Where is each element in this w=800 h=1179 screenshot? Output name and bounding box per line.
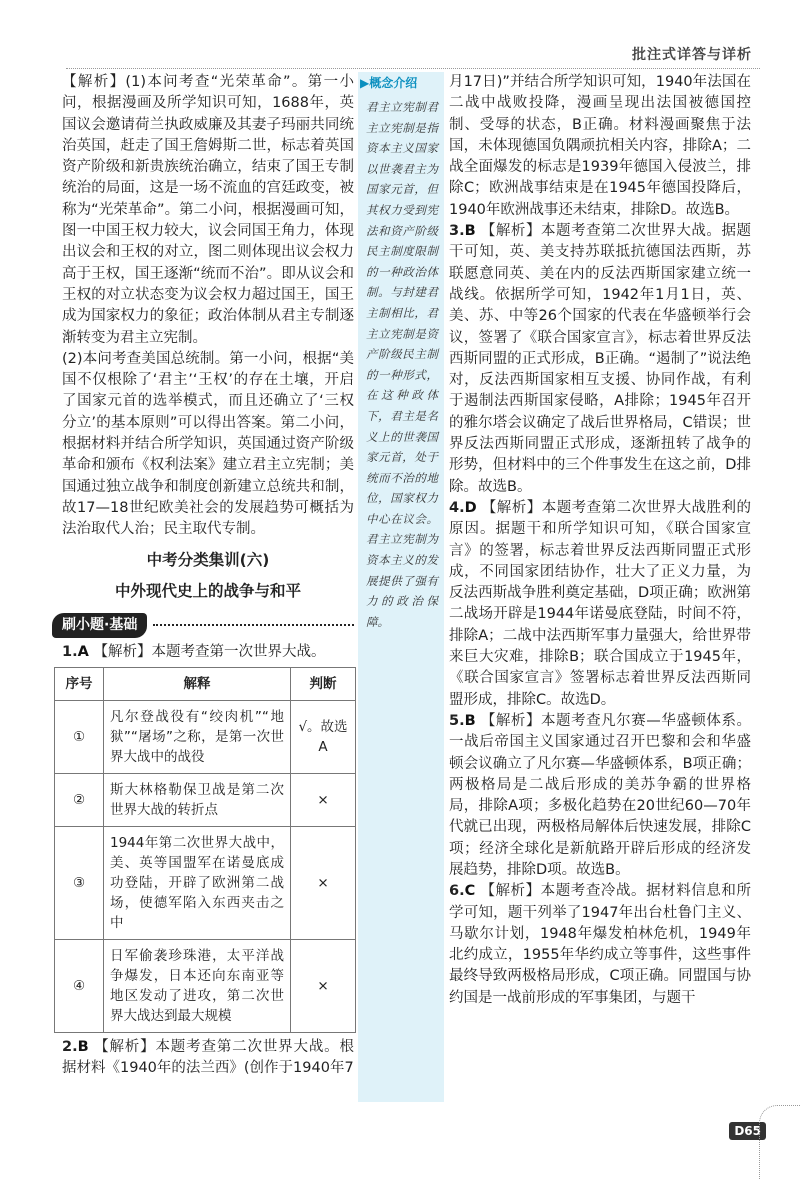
section-title: 中考分类集训(六) [146,550,270,569]
question-number: 5. [449,712,465,729]
question-analysis: 【解析】本题考查冷战。据材料信息和所学可知，题干列举了1947年出台杜鲁门主义、马歇尔计划，1948年爆发柏林危机，1949年北约成立，1955年华约成立等事件，这些事件最终导致两极格局形成，C项正确。同盟国与协约国是一战前形成的军事集团，与题干 [449,883,751,1006]
cell-judgement: × [291,940,356,1033]
question-2 [62,1037,354,1080]
answer-letter: B [77,1039,89,1056]
cell-explanation: 斯大林格勒保卫战是第二次世界大战的转折点 [104,774,291,827]
header-divider [66,68,760,69]
analysis-paragraph-2: (2)本问考查美国总统制。第一小问，根据“美国不仅根除了‘君主’‘王权’的存在土壤，开启了国家元首的选举模式，而且还确立了‘三权分立’的基本原则”可以得出答案。第二小问，根据材料并结合所学知识，英国通过资产阶级革命和颁布《权利法案》建立君主立宪制；美国通过独立战争和制度创新建立总统共和制，故17—18世纪欧美社会的发展趋势可概括为法治取代人治；民主取代专制。 [62,350,354,538]
cell-judgement: √。故选A [291,701,356,774]
table-row [55,940,356,1033]
analysis-paragraph-1: 【解析】(1)本问考查“光荣革命”。第一小问，根据漫画及所学知识可知，1688年，英国议会邀请荷兰执政威廉及其妻子玛丽共同统治英国，赶走了国王詹姆斯二世，标志着英国资产阶级和新贵族统治确立，结束了国王专制统治的局面，这是一场不流血的宫廷政变，被称为“光荣革命”。第二小问，根据漫画可知，图一中国王权力较大，议会同国王角力，体现出议会和王权的对立，图二则体现出议会权力高于王权，国王逐渐“统而不治”。即从议会和王权的对立状态变为议会权力超过国王，国王成为国家权力的象征；政治体制从君主专制逐渐转变为君主立宪制。 [62,74,354,346]
question-number: 4. [449,499,465,516]
cell-explanation: 1944年第二次世界大战中，美、英等国盟军在诺曼底成功登陆，开辟了欧洲第二战场，使德军陷入东西夹击之中 [104,827,291,940]
practice-badge: 刷小题·基础 [52,613,147,638]
concept-title: ▶概念介绍 [360,76,418,90]
concept-text: 君主立宪制君主立宪制是指资本主义国家以世袭君主为国家元首，但其权力受到宪法和资产阶级民主制度限制的一种政治体制。与封建君主制相比，君主立宪制是资产阶级民主制的一种形式，在这种政体下，君主是名义上的世袭国家元首，处于统而不治的地位，国家权力中心在议会。君主立宪制为资本主义的发展提供了强有力的政治保障。 [366,100,438,629]
answer-letter: B [464,223,476,240]
answer-letter: D [464,499,477,516]
answer-letter: A [77,643,89,660]
left-column [62,72,354,1080]
practice-banner [52,613,354,638]
page-header-title: 批注式详答与详析 [632,47,752,63]
table-row [55,827,356,940]
table-row [55,774,356,827]
question-number: 3. [449,223,465,240]
question-number: 2. [62,1039,78,1056]
cell-no: ③ [55,827,104,940]
cell-judgement: × [291,827,356,940]
question-1 [62,642,354,663]
cell-judgement: × [291,774,356,827]
section-subtitle: 中外现代史上的战争与和平 [114,581,301,600]
cell-no: ① [55,701,104,774]
col-header-judgement: 判断 [291,668,356,701]
question-6 [449,881,751,1009]
question-5 [449,711,751,881]
question-analysis: 【解析】本题考查第二次世界大战。根据材料《1940年的法兰西》(创作于1940年7 [62,1039,355,1077]
cell-no: ② [55,774,104,827]
concept-sidebar [358,72,444,1102]
table-row [55,701,356,774]
question-analysis: 【解析】本题考查凡尔赛—华盛顿体系。一战后帝国主义国家通过召开巴黎和会和华盛顿会议确立了凡尔赛—华盛顿体系，B项正确；两极格局是二战后形成的美苏争霸的世界格局，排除A项；多极化趋势在20世纪60—70年代就已出现，两极格局解体后快速发展，排除C项；经济全球化是新航路开辟后形成的经济发展趋势，排除D项。故选B。 [449,712,752,878]
answer-letter: C [464,883,476,900]
question-analysis: 【解析】本题考查第二次世界大战。据题干可知，英、美支持苏联抵抗德国法西斯，苏联愿意同英、美在内的反法西斯国家建立统一战线。依据所学可知，1942年1月1日，英、美、苏、中等26个国家的代表在华盛顿举行会议，签署了《联合国家宣言》，标志着世界反法西斯同盟的正式形成，B正确。“遏制了”说法绝对，反法西斯国家相互支援、协同作战，有利于遏制法西斯国家侵略，A排除；1945年召开的雅尔塔会议确定了战后世界格局，C错误；世界反法西斯同盟正式形成，逐渐扭转了战争的形势，但材料中的三个件事发生在这之前，D排除。故选B。 [449,223,752,495]
question-analysis: 【解析】本题考查第一次世界大战。 [93,643,326,660]
col-header-explanation: 解释 [104,668,291,701]
table-header-row [55,668,356,701]
answer-letter: B [464,712,476,729]
analysis-table [54,667,356,1033]
dotted-divider [153,624,354,626]
cell-explanation: 凡尔登战役有“绞肉机”“地狱”“屠场”之称，是第一次世界大战中的战役 [104,701,291,774]
question-4 [449,498,751,711]
cell-explanation: 日军偷袭珍珠港，太平洋战争爆发，日本还向东南亚等地区发动了进攻，第二次世界大战达到最大规模 [104,940,291,1033]
page-number: D65 [729,1122,766,1140]
col-header-no: 序号 [55,668,104,701]
question-number: 6. [449,883,465,900]
question-2-continued: 月17日)”并结合所学知识可知，1940年法国在二战中战败投降，漫画呈现出法国被德国控制、受辱的状态，B正确。材料漫画聚焦于法国，未体现德国负隅顽抗相关内容，排除A；二战全面爆发的标志是1939年德国入侵波兰，排除C；欧洲战事结束是在1945年德国投降后，1940年欧洲战事还未结束，排除D。故选B。 [449,74,751,218]
question-analysis: 【解析】本题考查第二次世界大战胜利的原因。据题干和所学知识可知，《联合国家宣言》的签署，标志着世界反法西斯同盟正式形成，不同国家团结协作，壮大了正义力量，为反法西斯战争胜利奠定基础，D项正确；欧洲第二战场开辟是1944年诺曼底登陆，时间不符，排除A；二战中法西斯军事力量强大，给世界带来巨大灾难，排除B；联合国成立于1945年，《联合国家宣言》签署标志着世界反法西斯同盟形成，排除C。故选D。 [449,499,752,708]
cell-no: ④ [55,940,104,1033]
right-column [449,72,751,1009]
question-3 [449,221,751,498]
corner-decoration [759,1105,800,1179]
question-number: 1. [62,643,78,660]
